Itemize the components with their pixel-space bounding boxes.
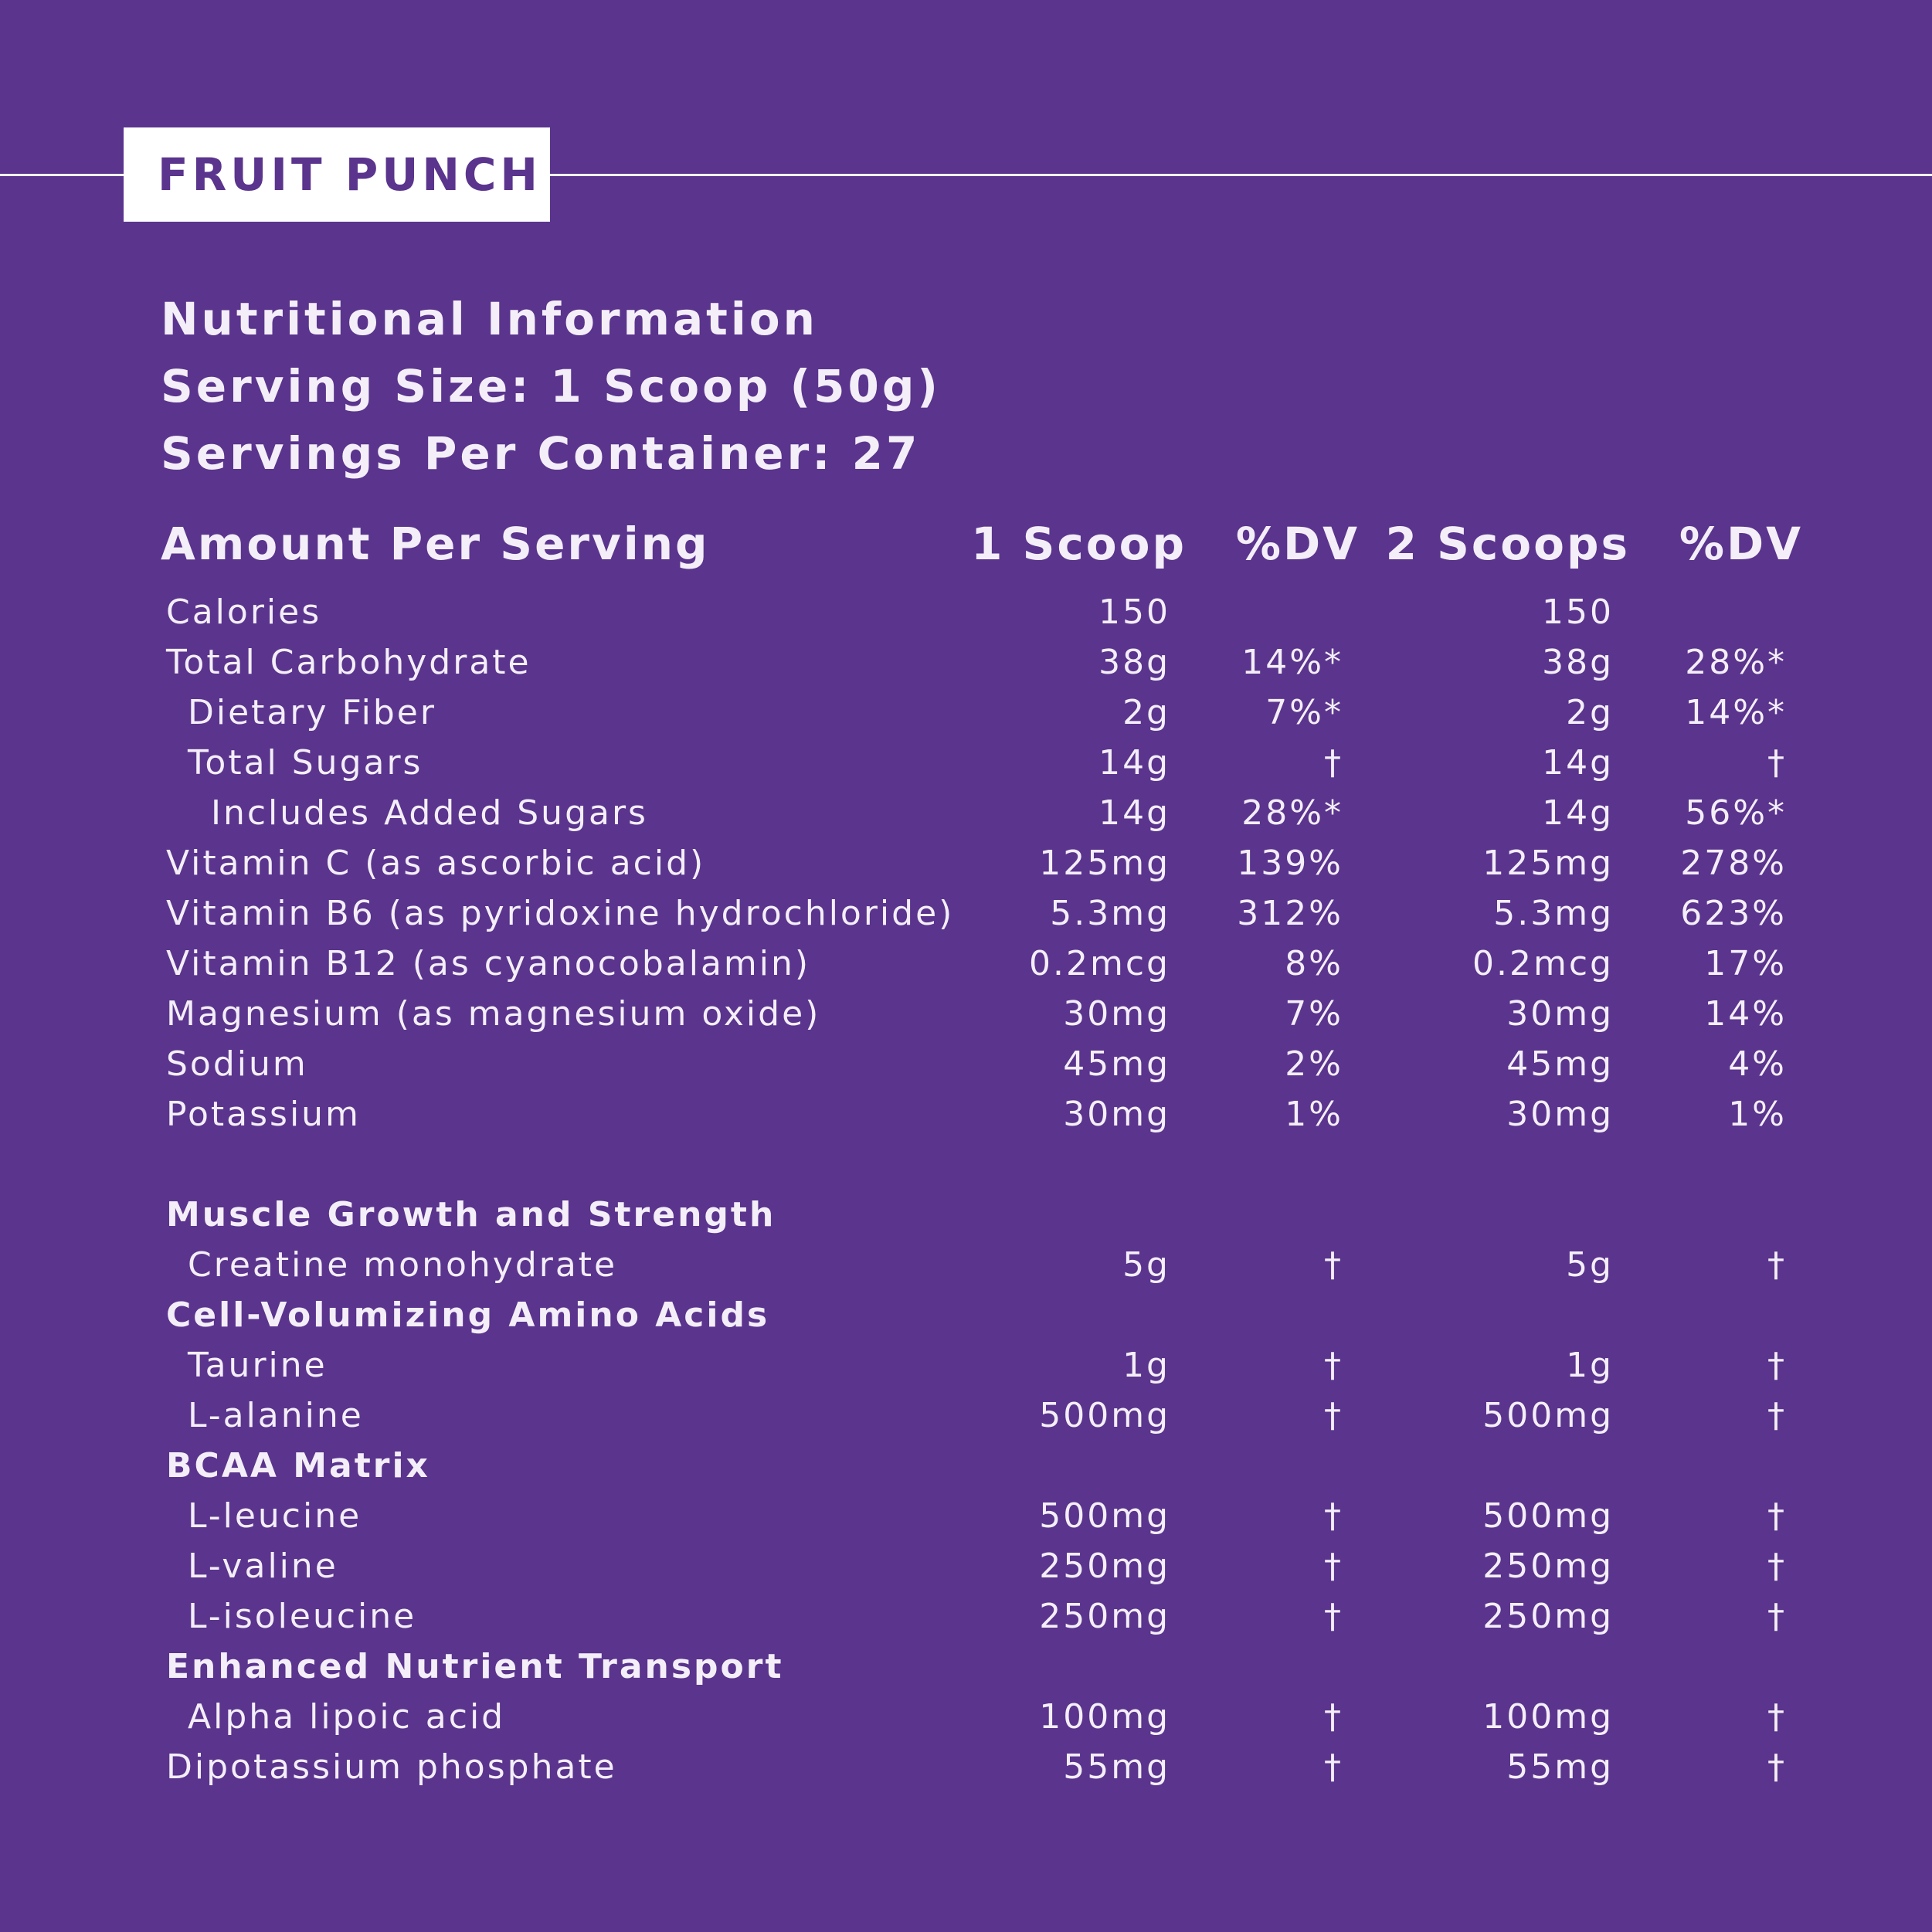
two-scoops-dv: 1% — [1728, 1095, 1787, 1134]
nutrient-row — [0, 637, 1932, 688]
nutrient-row — [0, 1541, 1932, 1591]
one-scoop-amount: 5g — [1122, 1245, 1170, 1285]
two-scoops-dv: 278% — [1680, 844, 1787, 883]
amount-per-serving-heading: Amount Per Serving — [161, 518, 710, 570]
nutrient-row — [0, 1240, 1932, 1290]
nutrient-name: Alpha lipoic acid — [188, 1697, 506, 1737]
two-scoops-dv: † — [1767, 1597, 1787, 1636]
section-heading-row — [0, 1290, 1932, 1340]
nutrient-row — [0, 1591, 1932, 1642]
one-scoop-amount: 5.3mg — [1050, 894, 1170, 933]
nutrient-name: Enhanced Nutrient Transport — [166, 1647, 784, 1686]
two-scoops-amount: 250mg — [1482, 1597, 1614, 1636]
one-scoop-dv: 1% — [1285, 1095, 1343, 1134]
two-scoops-amount: 30mg — [1506, 1095, 1614, 1134]
one-scoop-dv: 2% — [1285, 1044, 1343, 1084]
nutrient-name: Creatine monohydrate — [188, 1245, 618, 1285]
two-scoops-dv: † — [1767, 1245, 1787, 1285]
nutrient-row — [0, 838, 1932, 888]
nutrient-name: Muscle Growth and Strength — [166, 1195, 776, 1234]
one-scoop-amount: 45mg — [1063, 1044, 1170, 1084]
one-scoop-amount: 30mg — [1063, 1095, 1170, 1134]
two-scoops-dv: 14%* — [1685, 693, 1787, 732]
panel-title: Nutritional Information — [161, 293, 818, 345]
one-scoop-dv: 7% — [1285, 994, 1343, 1034]
nutrient-name: Vitamin B6 (as pyridoxine hydrochloride) — [166, 894, 955, 933]
nutrient-name: L-alanine — [188, 1396, 364, 1435]
nutrient-row — [0, 1390, 1932, 1441]
nutrient-name: BCAA Matrix — [166, 1446, 430, 1486]
two-scoops-amount: 500mg — [1482, 1496, 1614, 1536]
one-scoop-dv: † — [1324, 1597, 1343, 1636]
one-scoop-amount: 1g — [1122, 1346, 1170, 1385]
two-scoops-amount: 2g — [1566, 693, 1614, 732]
two-scoops-amount: 14g — [1542, 743, 1614, 783]
label-header — [161, 286, 941, 487]
two-scoops-dv: † — [1767, 1697, 1787, 1737]
two-scoops-amount: 150 — [1542, 593, 1614, 632]
nutrient-name: Vitamin B12 (as cyanocobalamin) — [166, 944, 811, 983]
two-scoops-amount: 55mg — [1506, 1747, 1614, 1787]
one-scoop-amount: 250mg — [1039, 1597, 1170, 1636]
section-heading-row — [0, 1190, 1932, 1240]
nutrient-row — [0, 888, 1932, 939]
nutrient-name: Cell-Volumizing Amino Acids — [166, 1295, 770, 1335]
serving-size: Serving Size: 1 Scoop (50g) — [161, 360, 941, 413]
two-scoops-amount: 1g — [1566, 1346, 1614, 1385]
two-scoops-dv: † — [1767, 1747, 1787, 1787]
one-scoop-dv: 28%* — [1241, 793, 1343, 833]
table-header — [161, 510, 1803, 579]
nutrient-row — [0, 989, 1932, 1039]
nutrient-name: Calories — [166, 593, 322, 632]
one-scoop-heading: 1 Scoop — [971, 518, 1187, 570]
one-scoop-amount: 125mg — [1039, 844, 1170, 883]
two-scoops-dv: † — [1767, 1346, 1787, 1385]
one-scoop-dv: 8% — [1285, 944, 1343, 983]
nutrient-row — [0, 688, 1932, 738]
nutrient-name: Includes Added Sugars — [211, 793, 648, 833]
two-scoops-dv: 28%* — [1685, 643, 1787, 682]
nutrient-name: Dietary Fiber — [188, 693, 436, 732]
section-heading-row — [0, 1441, 1932, 1491]
dv-heading-1: %DV — [1235, 518, 1360, 570]
two-scoops-amount: 38g — [1542, 643, 1614, 682]
flavor-label: FRUIT PUNCH — [124, 127, 550, 222]
two-scoops-dv: † — [1767, 1396, 1787, 1435]
nutrient-row — [0, 788, 1932, 838]
nutrient-name: L-valine — [188, 1547, 338, 1586]
nutrient-row — [0, 587, 1932, 637]
one-scoop-amount: 250mg — [1039, 1547, 1170, 1586]
nutrient-name: Sodium — [166, 1044, 308, 1084]
nutrient-row — [0, 939, 1932, 989]
one-scoop-amount: 500mg — [1039, 1496, 1170, 1536]
two-scoops-amount: 100mg — [1482, 1697, 1614, 1737]
one-scoop-dv: 14%* — [1241, 643, 1343, 682]
one-scoop-dv: † — [1324, 1346, 1343, 1385]
two-scoops-dv: † — [1767, 1496, 1787, 1536]
two-scoops-amount: 0.2mcg — [1472, 944, 1614, 983]
one-scoop-amount: 100mg — [1039, 1697, 1170, 1737]
nutrient-name: Vitamin C (as ascorbic acid) — [166, 844, 706, 883]
nutrient-name: Taurine — [188, 1346, 328, 1385]
two-scoops-dv: † — [1767, 743, 1787, 783]
one-scoop-dv: † — [1324, 1245, 1343, 1285]
two-scoops-amount: 5g — [1566, 1245, 1614, 1285]
two-scoops-heading: 2 Scoops — [1385, 518, 1630, 570]
nutrient-row — [0, 1039, 1932, 1089]
two-scoops-dv: 56%* — [1685, 793, 1787, 833]
one-scoop-dv: 7%* — [1265, 693, 1343, 732]
one-scoop-dv: † — [1324, 1496, 1343, 1536]
nutrient-name: Dipotassium phosphate — [166, 1747, 617, 1787]
two-scoops-dv: 14% — [1704, 994, 1787, 1034]
one-scoop-dv: † — [1324, 1396, 1343, 1435]
one-scoop-amount: 55mg — [1063, 1747, 1170, 1787]
nutrient-name: Potassium — [166, 1095, 361, 1134]
dv-heading-2: %DV — [1679, 518, 1803, 570]
two-scoops-amount: 125mg — [1482, 844, 1614, 883]
one-scoop-dv: 312% — [1237, 894, 1343, 933]
two-scoops-amount: 30mg — [1506, 994, 1614, 1034]
one-scoop-dv: † — [1324, 1697, 1343, 1737]
nutrient-row — [0, 1692, 1932, 1742]
nutrient-row — [0, 738, 1932, 788]
nutrient-name: Total Sugars — [188, 743, 423, 783]
nutrient-row — [0, 1340, 1932, 1390]
one-scoop-amount: 14g — [1098, 743, 1170, 783]
two-scoops-amount: 45mg — [1506, 1044, 1614, 1084]
nutrient-name: L-isoleucine — [188, 1597, 417, 1636]
servings-per-container: Servings Per Container: 27 — [161, 427, 921, 480]
nutrient-name: L-leucine — [188, 1496, 362, 1536]
nutrient-name: Magnesium (as magnesium oxide) — [166, 994, 821, 1034]
two-scoops-dv: † — [1767, 1547, 1787, 1586]
one-scoop-dv: 139% — [1237, 844, 1343, 883]
nutrient-name: Total Carbohydrate — [166, 643, 531, 682]
two-scoops-amount: 500mg — [1482, 1396, 1614, 1435]
one-scoop-dv: † — [1324, 743, 1343, 783]
two-scoops-amount: 14g — [1542, 793, 1614, 833]
one-scoop-amount: 30mg — [1063, 994, 1170, 1034]
one-scoop-amount: 150 — [1098, 593, 1170, 632]
one-scoop-amount: 14g — [1098, 793, 1170, 833]
nutrient-row — [0, 1491, 1932, 1541]
one-scoop-amount: 2g — [1122, 693, 1170, 732]
two-scoops-amount: 5.3mg — [1493, 894, 1614, 933]
two-scoops-amount: 250mg — [1482, 1547, 1614, 1586]
two-scoops-dv: 623% — [1680, 894, 1787, 933]
nutrient-row — [0, 1742, 1932, 1792]
section-heading-row — [0, 1642, 1932, 1692]
one-scoop-amount: 38g — [1098, 643, 1170, 682]
one-scoop-dv: † — [1324, 1547, 1343, 1586]
one-scoop-dv: † — [1324, 1747, 1343, 1787]
two-scoops-dv: 4% — [1728, 1044, 1787, 1084]
one-scoop-amount: 0.2mcg — [1029, 944, 1170, 983]
nutrient-row — [0, 1089, 1932, 1139]
one-scoop-amount: 500mg — [1039, 1396, 1170, 1435]
two-scoops-dv: 17% — [1704, 944, 1787, 983]
